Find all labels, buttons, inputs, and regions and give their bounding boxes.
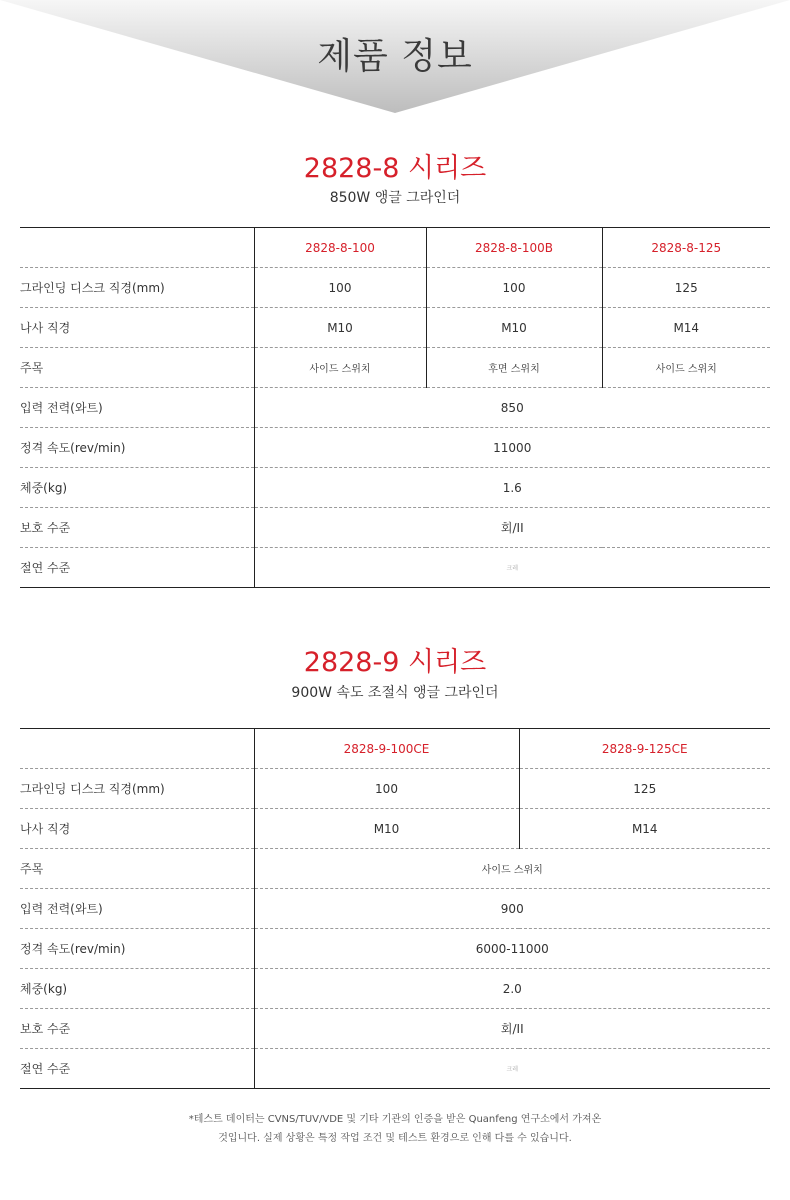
table-row: [20, 228, 770, 268]
speed-label: 정격 속도(rev/min): [20, 929, 254, 969]
table-row: [20, 729, 770, 769]
value-cell: 회/II: [254, 508, 770, 548]
header-blank-cell: [20, 228, 254, 268]
value-cell: 850: [254, 388, 770, 428]
table-row: [20, 388, 770, 428]
table-row: [20, 1009, 770, 1049]
table-row: [20, 929, 770, 969]
value-cell: 125: [602, 268, 770, 308]
table-row: [20, 849, 770, 889]
series2-title: 2828-9 시리즈: [303, 647, 487, 678]
value-cell: 사이드 스위치: [254, 849, 770, 889]
value-cell: M14: [519, 809, 770, 849]
disc-label: 그라인딩 디스크 직경(mm): [20, 769, 254, 809]
model-cell: 2828-9-125CE: [519, 729, 770, 769]
thread-label: 나사 직경: [20, 809, 254, 849]
table-row: [20, 348, 770, 388]
insulation-label: 절연 수준: [20, 548, 254, 588]
table-row: [20, 268, 770, 308]
value-cell: M10: [254, 809, 519, 849]
footnote-line-1: *테스트 데이터는 CVNS/TUV/VDE 및 기타 기관의 인증을 받은 Quanfeng 연구소에서 가져온: [188, 1114, 602, 1125]
power-label: 입력 전력(와트): [20, 889, 254, 929]
thread-label: 나사 직경: [20, 308, 254, 348]
table-row: [20, 1049, 770, 1089]
value-cell: 2.0: [254, 969, 770, 1009]
value-cell: 100: [254, 769, 519, 809]
value-cell: 900: [254, 889, 770, 929]
model-cell: 2828-8-100B: [426, 228, 602, 268]
value-cell: 1.6: [254, 468, 770, 508]
value-cell: 6000-11000: [254, 929, 770, 969]
series2-subtitle: 900W 속도 조절식 앵글 그라인더: [291, 685, 499, 701]
value-cell: 크레: [254, 548, 770, 588]
value-cell: 125: [519, 769, 770, 809]
model-cell: 2828-8-125: [602, 228, 770, 268]
series1-title: 2828-8 시리즈: [303, 153, 487, 184]
value-cell: 11000: [254, 428, 770, 468]
table-row: [20, 428, 770, 468]
power-label: 입력 전력(와트): [20, 388, 254, 428]
value-cell: 크레: [254, 1049, 770, 1089]
table-row: [20, 889, 770, 929]
value-cell: 100: [426, 268, 602, 308]
value-cell: 후면 스위치: [426, 348, 602, 388]
value-cell: 회/II: [254, 1009, 770, 1049]
protection-label: 보호 수준: [20, 508, 254, 548]
model-cell: 2828-9-100CE: [254, 729, 519, 769]
table-row: [20, 809, 770, 849]
insulation-label: 절연 수준: [20, 1049, 254, 1089]
table-row: [20, 969, 770, 1009]
value-cell: M14: [602, 308, 770, 348]
series2-spec-table: [20, 728, 770, 1089]
note-label: 주목: [20, 348, 254, 388]
table-row: [20, 548, 770, 588]
value-cell: 사이드 스위치: [602, 348, 770, 388]
model-cell: 2828-8-100: [254, 228, 426, 268]
table-row: [20, 508, 770, 548]
weight-label: 체중(kg): [20, 468, 254, 508]
table-row: [20, 468, 770, 508]
footnote-line-2: 것입니다. 실제 상황은 특정 작업 조건 및 테스트 환경으로 인해 다를 수 있습니다.: [218, 1133, 572, 1144]
header-blank-cell: [20, 729, 254, 769]
value-cell: 100: [254, 268, 426, 308]
speed-label: 정격 속도(rev/min): [20, 428, 254, 468]
series1-spec-table: [20, 227, 770, 588]
value-cell: M10: [426, 308, 602, 348]
disc-label: 그라인딩 디스크 직경(mm): [20, 268, 254, 308]
value-cell: 사이드 스위치: [254, 348, 426, 388]
protection-label: 보호 수준: [20, 1009, 254, 1049]
table-row: [20, 308, 770, 348]
series1-subtitle: 850W 앵글 그라인더: [329, 190, 461, 206]
note-label: 주목: [20, 849, 254, 889]
page-title: 제품 정보: [317, 36, 473, 77]
header-banner: [0, 0, 790, 115]
weight-label: 체중(kg): [20, 969, 254, 1009]
table-row: [20, 769, 770, 809]
value-cell: M10: [254, 308, 426, 348]
